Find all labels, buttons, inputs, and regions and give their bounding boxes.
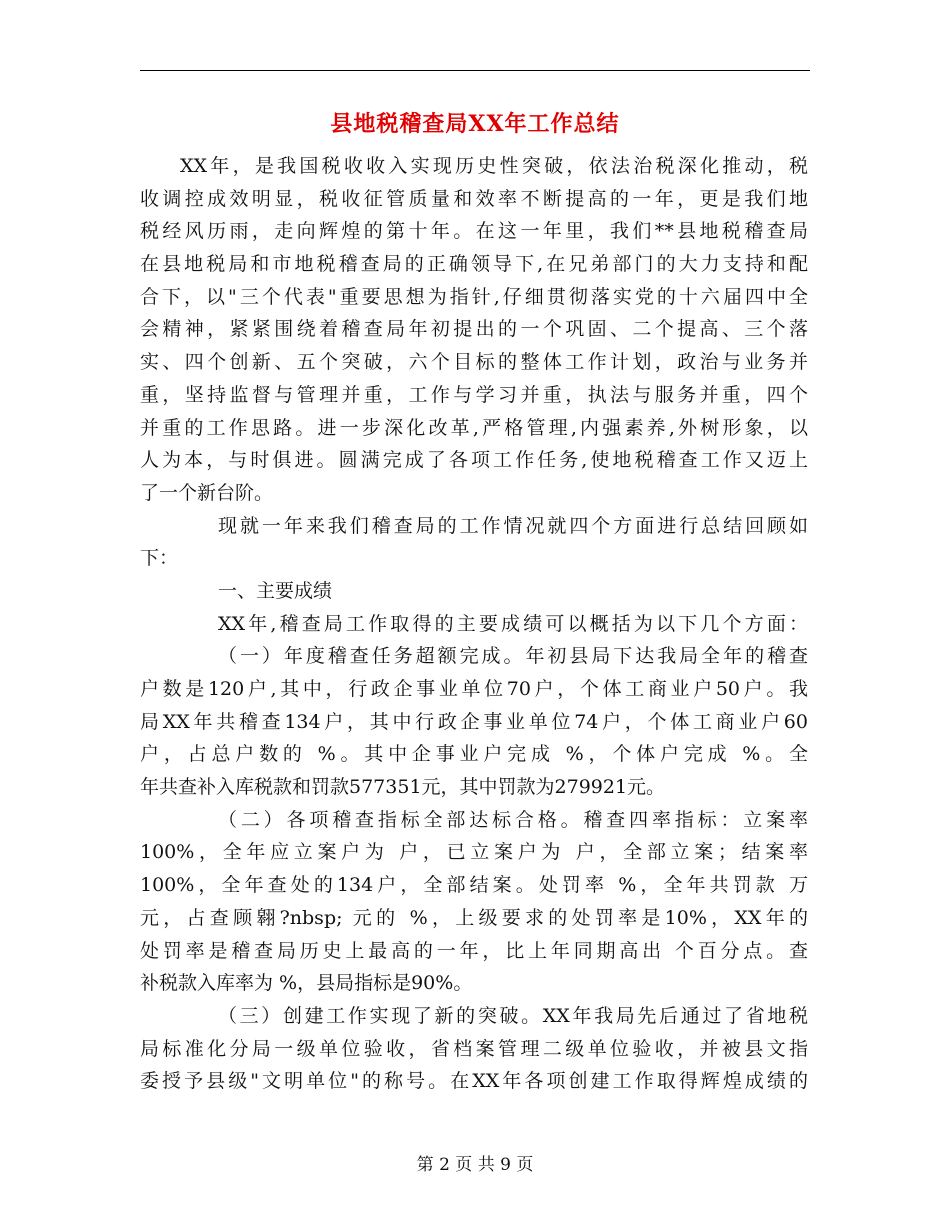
paragraph-line: 户，占总户数的 %。其中企事业户完成 %，个体户完成 %。全: [140, 743, 808, 766]
paragraph-line: 税经风历雨，走向辉煌的第十年。在这一年里，我们**县地税稽查局: [140, 220, 808, 243]
paragraph-line: 补税款入库率为 %，县局指标是90%。: [140, 972, 473, 995]
paragraph-line: （二）各项稽查指标全部达标合格。稽查四率指标：立案率: [218, 808, 808, 831]
paragraph-line: （三）创建工作实现了新的突破。XX年我局先后通过了省地税: [218, 1004, 808, 1027]
paragraph-line: XX年,稽查局工作取得的主要成绩可以概括为以下几个方面：: [218, 612, 808, 635]
paragraph-line: 并重的工作思路。进一步深化改革,严格管理,内强素养,外树形象，以: [140, 416, 808, 439]
paragraph-line: 户数是120户,其中，行政企事业单位70户，个体工商业户50户。我: [140, 678, 808, 700]
paragraph-line: 重，坚持监督与管理并重，工作与学习并重，执法与服务并重，四个: [140, 383, 808, 406]
paragraph-line: 现就一年来我们稽查局的工作情况就四个方面进行总结回顾如: [218, 514, 808, 537]
paragraph-line: 局XX年共稽查134户，其中行政企事业单位74户，个体工商业户60: [140, 710, 808, 733]
header-rule: [140, 70, 810, 71]
paragraph-line: 合下，以"三个代表"重要思想为指针,仔细贯彻落实党的十六届四中全: [140, 285, 808, 308]
paragraph-line: 在县地税局和市地税稽查局的正确领导下,在兄弟部门的大力支持和配: [140, 253, 808, 276]
paragraph-line: 100%，全年查处的134户，全部结案。处罚率 %，全年共罚款 万: [140, 874, 808, 897]
document-title: 县地税稽查局XX年工作总结: [330, 111, 620, 137]
paragraph-line: 年共查补入库税款和罚款577351元，其中罚款为279921元。: [140, 776, 666, 799]
paragraph-line: （一）年度稽查任务超额完成。年初县局下达我局全年的稽查: [218, 645, 808, 668]
paragraph-line: 收调控成效明显，税收征管质量和效率不断提高的一年，更是我们地: [140, 187, 808, 210]
paragraph-line: 委授予县级"文明单位"的称号。在XX年各项创建工作取得辉煌成绩的: [140, 1070, 808, 1093]
paragraph-line: 了一个新台阶。: [140, 481, 274, 504]
paragraph-line: XX年，是我国税收收入实现历史性突破，依法治税深化推动，税: [180, 155, 808, 177]
paragraph-line: 元，占查顾翱?nbsp; 元的 %，上级要求的处罚率是10%，XX年的: [140, 906, 808, 929]
paragraph-line: 下：: [140, 547, 179, 570]
paragraph-line: 实、四个创新、五个突破，六个目标的整体工作计划，政治与业务并: [140, 351, 808, 374]
paragraph-line: 会精神，紧紧围绕着稽查局年初提出的一个巩固、二个提高、三个落: [140, 318, 808, 341]
paragraph-line: 局标准化分局一级单位验收，省档案管理二级单位验收，并被县文指: [140, 1037, 808, 1060]
paragraph-line: 100%，全年应立案户为 户，已立案户为 户，全部立案；结案率: [140, 841, 808, 864]
page-number-footer: 第 2 页 共 9 页: [416, 1155, 534, 1175]
section-heading: 一、主要成绩: [218, 579, 333, 602]
document-body: [140, 150, 808, 1098]
paragraph-line: 处罚率是稽查局历史上最高的一年，比上年同期高出 个百分点。查: [140, 939, 808, 962]
paragraph-line: 人为本，与时俱进。圆满完成了各项工作任务,使地税稽查工作又迈上: [140, 449, 808, 472]
